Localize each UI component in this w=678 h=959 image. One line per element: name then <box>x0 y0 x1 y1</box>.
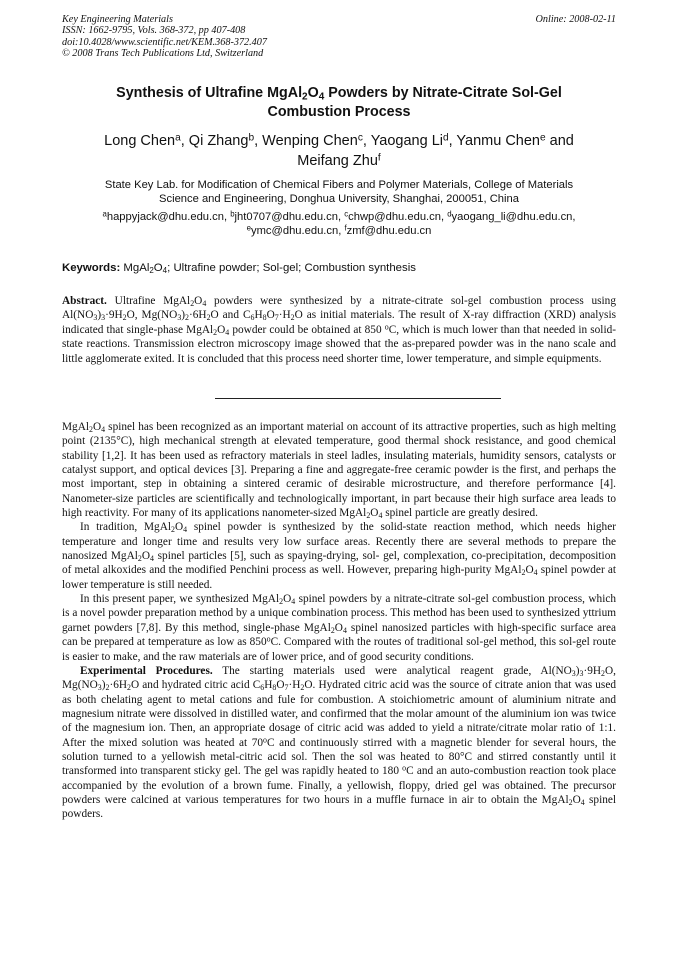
paragraph: In this present paper, we synthesized $MgAl_2O_4$ spinel powders by a nitrate-citrate sol-gel combustion process, which is a novel powder preparation method by a unique combination process. This method has been used to synthesized yttrium garnet powders [7,8]. By this method, single-phase $MgAl_2O_4$ spinel nanosized particles with high-specific surface area can be prepared at temperature as low as 850$^o$C. Compared with the routes of traditional sol-gel method, this sol-gel route is easier to make, and the raw materials are of lower price, and of good security conditions. <box>62 593 616 663</box>
email-link[interactable]: ymc@dhu.edu.cn, <box>250 225 345 238</box>
author-name: Yanmu Chen <box>456 133 540 149</box>
section-heading: Experimental Procedures. <box>80 664 213 677</box>
paragraph: $MgAl_2O_4$ spinel has been recognized as an important material on account of its attractive properties, such as high melting point (2135°C), high mechanical strength at elevated temperature, good thermal shock resistance, and good chemical stability [1,2]. It has been used as refractory materials in steel ladles, insulating materials, humidity sensors, catalysts or catalyst support, and optical devices [3]. Preparing a fine and aggregate-free ceramic powder is the first, and perhaps the most important, step in obtaining a sintered ceramic of desirable microstructure, and therefore performance [4]. Nanometer-size particles are scientifically and technologically important, in part because their high surface area leads to high reactivity. For many of its applications nanometer-sized $MgAl_2O_4$ spinel particle are greatly desired. <box>62 421 616 521</box>
keywords-label: Keywords: <box>62 262 121 274</box>
doi-line: doi:10.4028/www.scientific.net/KEM.368-372.407 <box>62 36 267 48</box>
copyright-line: © 2008 Trans Tech Publications Ltd, Switzerland <box>62 48 264 60</box>
email-list: $^a$happyjack@dhu.edu.cn, $^b$jht0707@dhu.edu.cn, $^c$chwp@dhu.edu.cn, $^d$yaogang_li@dhu.edu.cn, $^e$ymc@dhu.edu.cn, $^f$zmf@dhu.edu.cn <box>102 209 576 238</box>
email-link[interactable]: zmf@dhu.edu.cn <box>346 225 432 238</box>
paper-title: Synthesis of Ultrafine $MgAl_2O_4$ Powders by Nitrate-Citrate Sol-Gel Combustion Process <box>116 85 562 120</box>
issn-line: ISSN: 1662-9795, Vols. 368-372, pp 407-408 <box>62 25 246 37</box>
journal-name: Key Engineering Materials <box>62 14 173 25</box>
affiliation: State Key Lab. for Modification of Chemical Fibers and Polymer Materials, College of Materials Science and Engineering, Donghua University, Shanghai, 200051, China <box>104 179 574 206</box>
body-text <box>62 420 616 822</box>
online-date: Online: 2008-02-11 <box>535 14 616 25</box>
author-name: Wenping Chen <box>262 133 358 149</box>
author-name: Qi Zhang <box>188 133 249 149</box>
journal-header <box>62 14 616 60</box>
paragraph: In tradition, $MgAl_2O_4$ spinel powder is synthesized by the solid-state reaction method, which needs higher temperature and longer time and results very low surface areas. Recently there are several methods to prepare the nanosized $MgAl_2O_4$ spinel particles [5], such as spaying-drying, sol- gel, complexation, co-precipitation, decomposition of metal alkoxides and the modified Penchini process as well. However, preparing high-purity $MgAl_2O_4$ spinel powder at lower temperature is still needed. <box>62 521 616 591</box>
abstract-label: Abstract. <box>62 295 107 307</box>
author-name: Yaogang Li <box>370 133 443 149</box>
email-link[interactable]: happyjack@dhu.edu.cn, <box>106 211 231 223</box>
email-link[interactable]: yaogang_li@dhu.edu.cn, <box>451 211 576 223</box>
email-link[interactable]: jht0707@dhu.edu.cn, <box>234 211 345 223</box>
author-name: Meifang Zhu <box>297 153 378 169</box>
keywords: Keywords: $MgAl_2O_4$; Ultrafine powder; Sol-gel; Combustion synthesis <box>62 262 416 275</box>
email-link[interactable]: chwp@dhu.edu.cn, <box>348 211 448 223</box>
author-name: Long Chen <box>104 133 176 149</box>
abstract: Abstract. Ultrafine $MgAl_2O_4$ powders were synthesized by a nitrate-citrate sol-gel combustion process using $Al(NO_3)_3\cdot 9H_2O$, $Mg(NO_3)_2\cdot 6H_2O$ and $C_6H_8O_7\cdot H_2O$ as initial materials. The result of X-ray diffraction (XRD) analysis indicated that single-phase $MgAl_2O_4$ powder could be obtained at 850 $^o$C, which is much lower than that needed in solid-state reactions. Transmission electron microscopy image showed that the as-prepared powder was in the nano scale and little agglomerate exited. It is concluded that this process need shorter time, lower temperature, and simple equipments. <box>62 295 616 365</box>
paragraph: Experimental Procedures. The starting materials used were analytical reagent grade, $Al(NO_3)_3\cdot 9H_2O$, $Mg(NO_3)_2\cdot 6H_2O$ and hydrated citric acid $C_6H_8O_7\cdot H_2O$. Hydrated citric acid was the source of citrate anion that was used as both chelating agent to metal cations and fule for combustion. A stoichiometric amount of aluminium nitrate and magnesium nitrate were dissolved in distilled water, and confirmed that the molar amount of the aluminium ion was twice of the magnesium ion. Then, an appropriate dosage of citric acid was added to yield a nitrate/citrate molar ratio of 1:1. After the mixed solution was heated at 70$^o$C and continuously stirred with a magnetic blender for several hours, the solution turned to a yellowish metal-citric acid sol. Then the sol was heated to 80°C and stirred constantly until it transformed into transparent sticky gel. The gel was rapidly heated to 180 $^o$C and an auto-combustion reaction took place accompanied by the evolution of a brown fume. Finally, a yellowish, floppy, dried gel was obtained. The precursor powders were calcined at various temperatures for two hours in a muffle furnace in air to obtain the $MgAl_2O_4$ spinel powders. <box>62 664 617 821</box>
abstract-divider <box>215 398 501 399</box>
author-list: Long Chen$^a$, Qi Zhang$^b$, Wenping Chen$^c$, Yaogang Li$^d$, Yanmu Chen$^e$ and Meifang Zhu$^f$ <box>104 132 574 169</box>
